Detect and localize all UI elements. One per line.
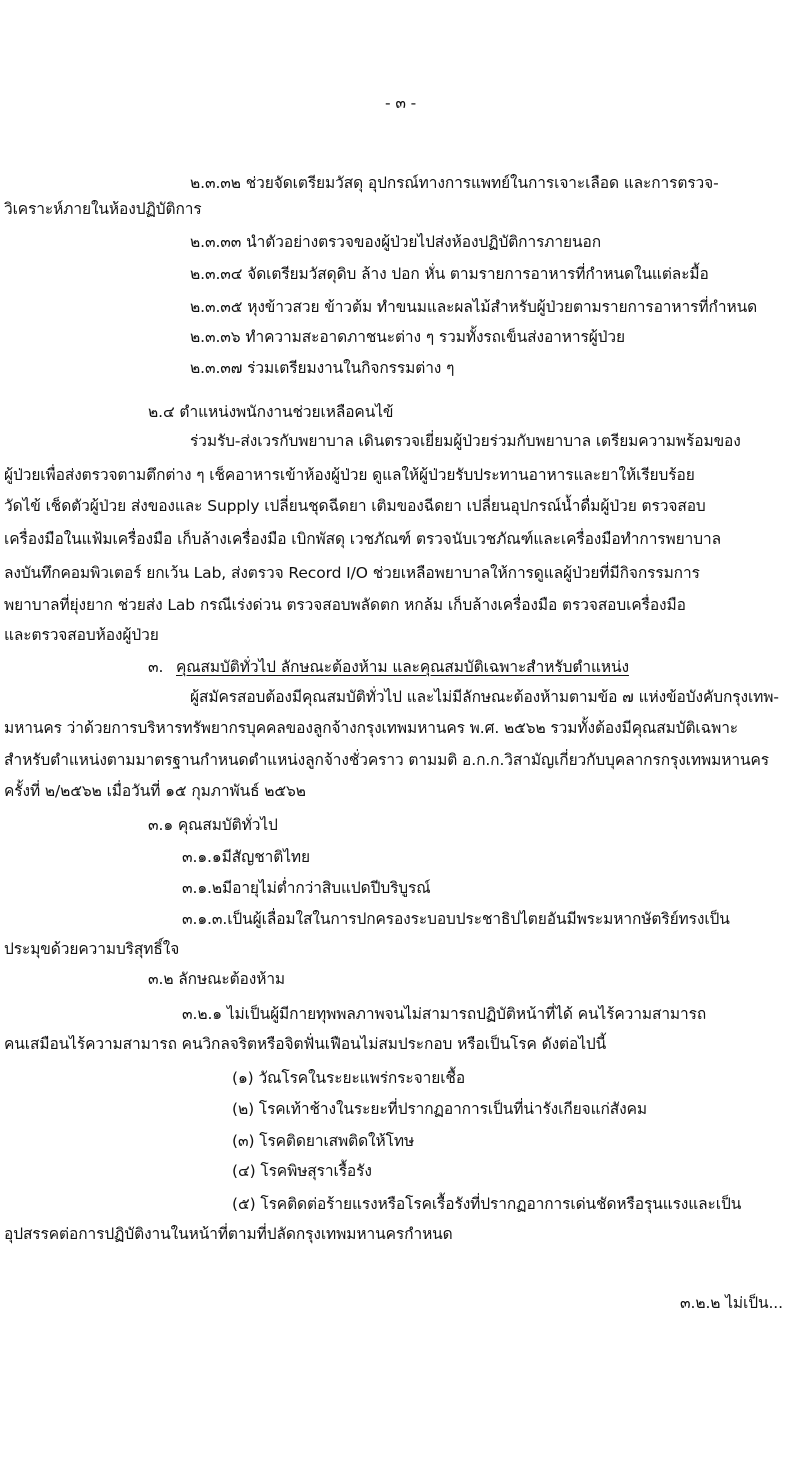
text-line: ๒.๓.๓๗ ร่วมเตรียมงานในกิจกรรมต่าง ๆ — [190, 359, 455, 377]
section-number: ๓. — [148, 658, 164, 676]
text-line: ๓.๑.๒มีอายุไม่ต่ำกว่าสิบแปดปีบริบูรณ์ — [182, 879, 431, 897]
text-line: และตรวจสอบห้องผู้ป่วย — [4, 626, 159, 644]
text-line: ประมุขด้วยความบริสุทธิ์ใจ — [4, 940, 180, 958]
list-item: (๓) โรคติดยาเสพติดให้โทษ — [232, 1132, 415, 1150]
page-number: - ๓ - — [385, 94, 417, 112]
section-heading: ๒.๔ ตำแหน่งพนักงานช่วยเหลือคนไข้ — [148, 403, 394, 421]
text-line: ๒.๓.๓๔ จัดเตรียมวัสดุดิบ ล้าง ปอก หั่น ตามรายการอาหารที่กำหนดในแต่ละมื้อ — [190, 265, 709, 283]
text-line: ผู้สมัครสอบต้องมีคุณสมบัติทั่วไป และไม่มีลักษณะต้องห้ามตามข้อ ๗ แห่งข้อบังคับกรุงเทพ- — [190, 688, 779, 706]
text-line: เครื่องมือในแฟ้มเครื่องมือ เก็บล้างเครื่องมือ เบิกพัสดุ เวชภัณฑ์ ตรวจนับเวชภัณฑ์และเครื่องมือทำการพยาบาล — [4, 530, 721, 548]
text-line: วิเคราะห์ภายในห้องปฏิบัติการ — [4, 200, 202, 218]
text-line: มหานคร ว่าด้วยการบริหารทรัพยากรบุคคลของลูกจ้างกรุงเทพมหานคร พ.ศ. ๒๕๖๒ รวมทั้งต้องมีคุณสมบัติเฉพาะ — [4, 719, 739, 737]
text-line: ๓.๒.๑ ไม่เป็นผู้มีกายทุพพลภาพจนไม่สามารถปฏิบัติหน้าที่ได้ คนไร้ความสามารถ — [182, 1005, 707, 1023]
text-line: ลงบันทึกคอมพิวเตอร์ ยกเว้น Lab, ส่งตรวจ Record I/O ช่วยเหลือพยาบาลให้การดูแลผู้ป่วยที่มีกิจกรรมการ — [4, 564, 700, 582]
text-line: สำหรับตำแหน่งตามมาตรฐานกำหนดตำแหน่งลูกจ้างชั่วคราว ตามมติ อ.ก.ก.วิสามัญเกี่ยวกับบุคลากรกรุงเทพมหานคร — [4, 751, 769, 769]
text-line: ๓.๑.๑มีสัญชาติไทย — [182, 848, 310, 866]
text-line: ๓.๑.๓.เป็นผู้เลื่อมใสในการปกครองระบอบประชาธิปไตยอันมีพระมหากษัตริย์ทรงเป็น — [182, 910, 730, 928]
text-line: อุปสรรคต่อการปฏิบัติงานในหน้าที่ตามที่ปลัดกรุงเทพมหานครกำหนด — [4, 1225, 453, 1243]
list-item: (๑) วัณโรคในระยะแพร่กระจายเชื้อ — [232, 1069, 466, 1087]
text-line: ๒.๓.๓๕ หุงข้าวสวย ข้าวต้ม ทำขนมและผลไม้สำหรับผู้ป่วยตามรายการอาหารที่กำหนด — [190, 298, 758, 316]
subsection-heading: ๓.๒ ลักษณะต้องห้าม — [148, 970, 286, 988]
text-line: ผู้ป่วยเพื่อส่งตรวจตามตึกต่าง ๆ เช็คอาหารเข้าห้องผู้ป่วย ดูแลให้ผู้ป่วยรับประทานอาหารและยาให้เรียบร้อย — [4, 466, 695, 484]
text-line: วัดไข้ เช็ดตัวผู้ป่วย ส่งของและ Supply เปลี่ยนชุดฉีดยา เติมของฉีดยา เปลี่ยนอุปกรณ์น้ำดื่มผู้ป่วย ตรวจสอบ — [4, 497, 706, 515]
text-line: ๒.๓.๓๖ ทำความสะอาดภาชนะต่าง ๆ รวมทั้งรถเข็นส่งอาหารผู้ป่วย — [190, 328, 626, 346]
subsection-heading: ๓.๑ คุณสมบัติทั่วไป — [148, 816, 278, 834]
section-title: คุณสมบัติทั่วไป ลักษณะต้องห้าม และคุณสมบัติเฉพาะสำหรับตำแหน่ง — [176, 658, 629, 676]
text-line: ร่วมรับ-ส่งเวรกับพยาบาล เดินตรวจเยี่ยมผู้ป่วยร่วมกับพยาบาล เตรียมความพร้อมของ — [190, 432, 741, 450]
list-item: (๒) โรคเท้าช้างในระยะที่ปรากฏอาการเป็นที่น่ารังเกียจแก่สังคม — [232, 1100, 647, 1118]
text-line: ๒.๓.๓๓ นำตัวอย่างตรวจของผู้ป่วยไปส่งห้องปฏิบัติการภายนอก — [190, 233, 601, 251]
text-line: ๒.๓.๓๒ ช่วยจัดเตรียมวัสดุ อุปกรณ์ทางการแพทย์ในการเจาะเลือด และการตรวจ- — [190, 174, 719, 192]
list-item: (๕) โรคติดต่อร้ายแรงหรือโรคเรื้อรังที่ปรากฏอาการเด่นชัดหรือรุนแรงและเป็น — [232, 1195, 742, 1213]
text-line: ครั้งที่ ๒/๒๕๖๒ เมื่อวันที่ ๑๕ กุมภาพันธ์ ๒๕๖๒ — [4, 782, 306, 800]
continuation-marker: ๓.๒.๒ ไม่เป็น... — [680, 1294, 783, 1312]
text-line: พยาบาลที่ยุ่งยาก ช่วยส่ง Lab กรณีเร่งด่วน ตรวจสอบพลัดตก หกล้ม เก็บล้างเครื่องมือ ตรวจสอบเครื่องมือ — [4, 596, 686, 614]
text-line: คนเสมือนไร้ความสามารถ คนวิกลจริตหรือจิตฟั่นเฟือนไม่สมประกอบ หรือเป็นโรค ดังต่อไปนี้ — [4, 1035, 607, 1053]
list-item: (๔) โรคพิษสุราเรื้อรัง — [232, 1162, 372, 1180]
